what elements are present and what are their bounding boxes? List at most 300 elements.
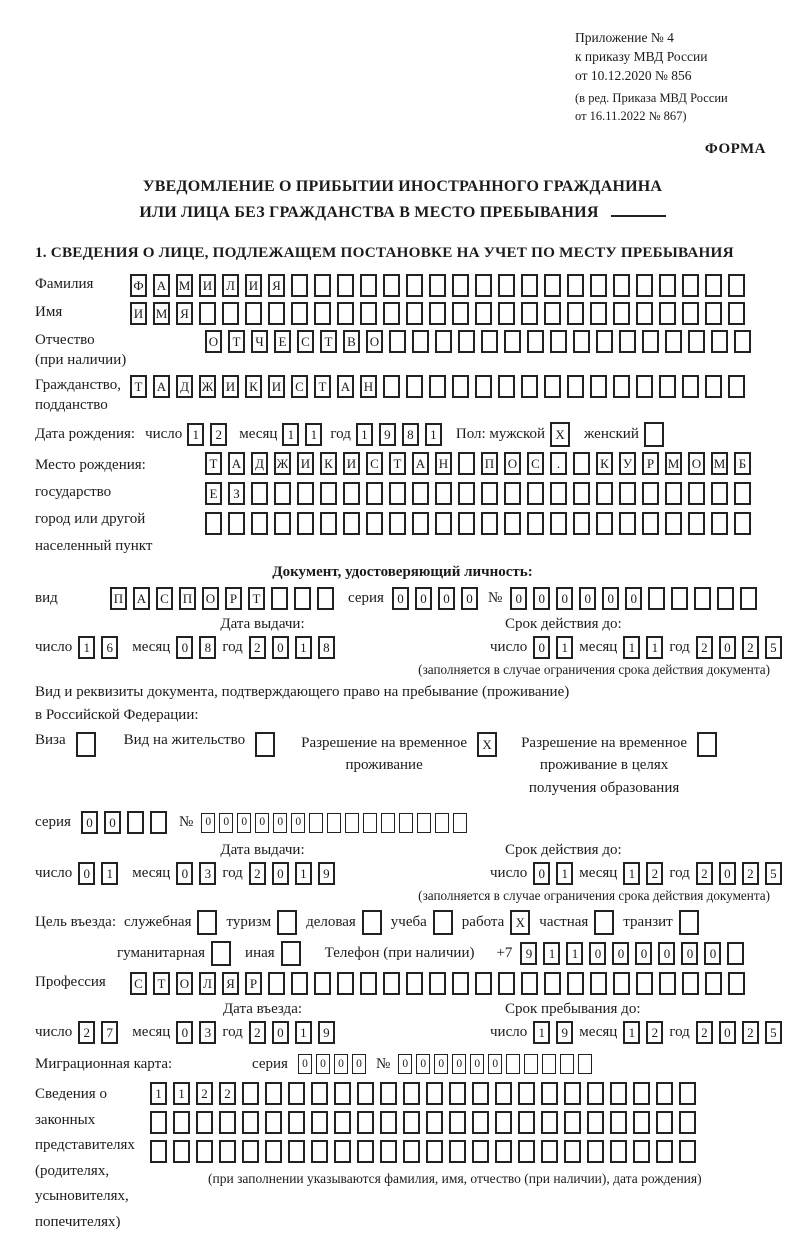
form-cell[interactable] (435, 330, 452, 353)
form-cell[interactable] (314, 274, 331, 297)
form-cell[interactable]: А (337, 375, 354, 398)
form-cell[interactable] (196, 1140, 213, 1163)
form-cell[interactable] (727, 942, 744, 965)
form-cell[interactable] (291, 972, 308, 995)
form-cell[interactable] (590, 375, 607, 398)
form-cell[interactable]: 0 (398, 1054, 412, 1074)
form-cell[interactable]: 0 (510, 587, 527, 610)
form-cell[interactable] (567, 274, 584, 297)
form-cell[interactable] (728, 375, 745, 398)
form-cell[interactable]: А (153, 274, 170, 297)
form-cell[interactable] (435, 813, 449, 833)
form-cell[interactable] (633, 1082, 650, 1105)
form-cell[interactable]: О (688, 452, 705, 475)
form-cell[interactable] (544, 972, 561, 995)
form-cell[interactable]: Т (248, 587, 265, 610)
form-cell[interactable]: О (366, 330, 383, 353)
form-cell[interactable] (265, 1082, 282, 1105)
form-cell[interactable]: 0 (589, 942, 606, 965)
form-cell[interactable] (564, 1082, 581, 1105)
form-cell[interactable] (504, 512, 521, 535)
form-cell[interactable] (150, 1111, 167, 1134)
form-cell[interactable]: 1 (556, 636, 573, 659)
form-cell[interactable] (642, 330, 659, 353)
form-cell[interactable]: 7 (101, 1021, 118, 1044)
form-cell[interactable] (452, 302, 469, 325)
form-cell[interactable] (610, 1140, 627, 1163)
form-cell[interactable] (337, 302, 354, 325)
form-cell[interactable] (596, 482, 613, 505)
form-cell[interactable]: 0 (452, 1054, 466, 1074)
form-cell[interactable] (659, 972, 676, 995)
form-cell[interactable] (449, 1082, 466, 1105)
form-cell[interactable]: 0 (681, 942, 698, 965)
form-cell[interactable] (380, 1140, 397, 1163)
form-cell[interactable] (659, 274, 676, 297)
form-cell[interactable] (682, 274, 699, 297)
form-cell[interactable]: X (550, 422, 570, 447)
form-cell[interactable] (412, 330, 429, 353)
form-cell[interactable] (199, 302, 216, 325)
form-cell[interactable]: 1 (425, 423, 442, 446)
form-cell[interactable] (495, 1111, 512, 1134)
form-cell[interactable] (711, 482, 728, 505)
form-cell[interactable]: Ф (130, 274, 147, 297)
form-cell[interactable]: 0 (556, 587, 573, 610)
form-cell[interactable] (426, 1140, 443, 1163)
form-cell[interactable] (636, 972, 653, 995)
form-cell[interactable] (429, 375, 446, 398)
form-cell[interactable] (389, 512, 406, 535)
form-cell[interactable]: О (205, 330, 222, 353)
form-cell[interactable]: В (343, 330, 360, 353)
form-cell[interactable] (357, 1082, 374, 1105)
form-cell[interactable] (412, 482, 429, 505)
form-cell[interactable] (573, 452, 590, 475)
form-cell[interactable]: Я (176, 302, 193, 325)
form-cell[interactable] (334, 1082, 351, 1105)
form-cell[interactable]: 0 (415, 587, 432, 610)
form-cell[interactable]: 2 (696, 862, 713, 885)
form-cell[interactable]: З (228, 482, 245, 505)
form-cell[interactable] (288, 1140, 305, 1163)
form-cell[interactable]: И (268, 375, 285, 398)
form-cell[interactable] (458, 482, 475, 505)
form-cell[interactable] (613, 274, 630, 297)
form-cell[interactable]: 0 (237, 813, 251, 833)
form-cell[interactable] (219, 1140, 236, 1163)
form-cell[interactable]: Д (251, 452, 268, 475)
form-cell[interactable] (728, 274, 745, 297)
form-cell[interactable] (682, 972, 699, 995)
form-cell[interactable]: Б (734, 452, 751, 475)
form-cell[interactable] (656, 1111, 673, 1134)
form-cell[interactable]: С (130, 972, 147, 995)
form-cell[interactable]: 0 (272, 1021, 289, 1044)
form-cell[interactable] (452, 375, 469, 398)
form-cell[interactable]: 9 (520, 942, 537, 965)
form-cell[interactable] (665, 512, 682, 535)
form-cell[interactable] (682, 302, 699, 325)
form-cell[interactable] (311, 1140, 328, 1163)
form-cell[interactable]: С (527, 452, 544, 475)
form-cell[interactable]: 0 (602, 587, 619, 610)
form-cell[interactable] (251, 512, 268, 535)
form-cell[interactable]: О (202, 587, 219, 610)
form-cell[interactable] (682, 375, 699, 398)
form-cell[interactable]: Е (274, 330, 291, 353)
form-cell[interactable]: 1 (187, 423, 204, 446)
form-cell[interactable] (636, 375, 653, 398)
form-cell[interactable]: 2 (249, 636, 266, 659)
form-cell[interactable] (265, 1140, 282, 1163)
form-cell[interactable]: 1 (356, 423, 373, 446)
form-cell[interactable]: М (711, 452, 728, 475)
form-cell[interactable]: Т (228, 330, 245, 353)
form-cell[interactable]: М (153, 302, 170, 325)
form-cell[interactable] (498, 274, 515, 297)
form-cell[interactable] (433, 910, 453, 935)
form-cell[interactable]: И (130, 302, 147, 325)
form-cell[interactable] (475, 302, 492, 325)
form-cell[interactable] (521, 302, 538, 325)
form-cell[interactable]: А (412, 452, 429, 475)
form-cell[interactable] (567, 302, 584, 325)
form-cell[interactable] (644, 422, 664, 447)
form-cell[interactable]: 2 (696, 636, 713, 659)
form-cell[interactable] (435, 482, 452, 505)
form-cell[interactable]: А (133, 587, 150, 610)
form-cell[interactable]: 8 (199, 636, 216, 659)
form-cell[interactable]: 5 (765, 636, 782, 659)
form-cell[interactable]: С (291, 375, 308, 398)
form-cell[interactable] (150, 811, 167, 834)
form-cell[interactable]: С (366, 452, 383, 475)
form-cell[interactable] (665, 482, 682, 505)
form-cell[interactable] (527, 330, 544, 353)
form-cell[interactable] (711, 512, 728, 535)
form-cell[interactable]: 2 (742, 1021, 759, 1044)
form-cell[interactable] (619, 330, 636, 353)
form-cell[interactable] (590, 302, 607, 325)
form-cell[interactable]: Д (176, 375, 193, 398)
form-cell[interactable] (383, 375, 400, 398)
form-cell[interactable]: Т (205, 452, 222, 475)
form-cell[interactable] (518, 1111, 535, 1134)
form-cell[interactable]: 0 (176, 1021, 193, 1044)
form-cell[interactable] (406, 302, 423, 325)
form-cell[interactable] (659, 375, 676, 398)
form-cell[interactable] (150, 1140, 167, 1163)
form-cell[interactable] (320, 482, 337, 505)
form-cell[interactable]: 6 (101, 636, 118, 659)
form-cell[interactable]: П (179, 587, 196, 610)
form-cell[interactable]: 0 (635, 942, 652, 965)
form-cell[interactable]: 0 (719, 636, 736, 659)
form-cell[interactable]: 0 (219, 813, 233, 833)
form-cell[interactable]: 9 (318, 1021, 335, 1044)
form-cell[interactable] (211, 941, 231, 966)
form-cell[interactable]: 1 (623, 636, 640, 659)
form-cell[interactable]: У (619, 452, 636, 475)
form-cell[interactable]: 0 (658, 942, 675, 965)
form-cell[interactable]: 1 (566, 942, 583, 965)
form-cell[interactable] (127, 811, 144, 834)
form-cell[interactable] (327, 813, 341, 833)
form-cell[interactable]: 2 (78, 1021, 95, 1044)
form-cell[interactable] (679, 1082, 696, 1105)
form-cell[interactable] (527, 512, 544, 535)
form-cell[interactable] (705, 972, 722, 995)
form-cell[interactable] (406, 972, 423, 995)
form-cell[interactable] (560, 1054, 574, 1074)
form-cell[interactable] (506, 1054, 520, 1074)
form-cell[interactable] (734, 512, 751, 535)
form-cell[interactable]: И (222, 375, 239, 398)
form-cell[interactable] (452, 274, 469, 297)
form-cell[interactable] (671, 587, 688, 610)
form-cell[interactable] (636, 302, 653, 325)
form-cell[interactable] (76, 732, 96, 757)
form-cell[interactable] (656, 1140, 673, 1163)
form-cell[interactable] (705, 274, 722, 297)
form-cell[interactable]: . (550, 452, 567, 475)
form-cell[interactable] (288, 1111, 305, 1134)
form-cell[interactable] (495, 1140, 512, 1163)
form-cell[interactable] (297, 482, 314, 505)
form-cell[interactable] (173, 1140, 190, 1163)
form-cell[interactable] (564, 1140, 581, 1163)
form-cell[interactable] (343, 482, 360, 505)
form-cell[interactable] (251, 482, 268, 505)
form-cell[interactable]: 0 (719, 862, 736, 885)
form-cell[interactable] (688, 330, 705, 353)
form-cell[interactable] (475, 274, 492, 297)
form-cell[interactable]: 1 (295, 1021, 312, 1044)
form-cell[interactable]: 2 (210, 423, 227, 446)
form-cell[interactable] (665, 330, 682, 353)
form-cell[interactable] (406, 375, 423, 398)
form-cell[interactable] (403, 1082, 420, 1105)
form-cell[interactable] (357, 1111, 374, 1134)
form-cell[interactable] (403, 1111, 420, 1134)
form-cell[interactable]: А (153, 375, 170, 398)
form-cell[interactable] (380, 1082, 397, 1105)
form-cell[interactable] (544, 302, 561, 325)
form-cell[interactable] (472, 1082, 489, 1105)
form-cell[interactable] (717, 587, 734, 610)
form-cell[interactable]: 0 (488, 1054, 502, 1074)
form-cell[interactable] (642, 482, 659, 505)
form-cell[interactable]: 0 (612, 942, 629, 965)
form-cell[interactable] (596, 512, 613, 535)
form-cell[interactable] (734, 482, 751, 505)
form-cell[interactable] (268, 972, 285, 995)
form-cell[interactable] (334, 1111, 351, 1134)
form-cell[interactable] (242, 1111, 259, 1134)
form-cell[interactable] (291, 274, 308, 297)
form-cell[interactable]: 1 (646, 636, 663, 659)
form-cell[interactable] (381, 813, 395, 833)
form-cell[interactable] (345, 813, 359, 833)
form-cell[interactable]: Я (268, 274, 285, 297)
form-cell[interactable]: 1 (543, 942, 560, 965)
form-cell[interactable] (242, 1082, 259, 1105)
form-cell[interactable] (504, 482, 521, 505)
form-cell[interactable]: Т (320, 330, 337, 353)
form-cell[interactable] (255, 732, 275, 757)
form-cell[interactable] (573, 482, 590, 505)
form-cell[interactable]: 0 (533, 587, 550, 610)
form-cell[interactable] (521, 375, 538, 398)
form-cell[interactable]: 1 (623, 862, 640, 885)
form-cell[interactable] (458, 330, 475, 353)
form-cell[interactable] (472, 1140, 489, 1163)
form-cell[interactable] (417, 813, 431, 833)
form-cell[interactable] (228, 512, 245, 535)
form-cell[interactable]: 2 (646, 1021, 663, 1044)
form-cell[interactable] (613, 972, 630, 995)
form-cell[interactable] (453, 813, 467, 833)
form-cell[interactable]: 2 (742, 636, 759, 659)
form-cell[interactable] (578, 1054, 592, 1074)
form-cell[interactable] (357, 1140, 374, 1163)
form-cell[interactable]: 2 (249, 862, 266, 885)
form-cell[interactable]: К (596, 452, 613, 475)
form-cell[interactable] (587, 1140, 604, 1163)
form-cell[interactable] (688, 512, 705, 535)
form-cell[interactable] (399, 813, 413, 833)
form-cell[interactable] (366, 512, 383, 535)
form-cell[interactable] (458, 452, 475, 475)
form-cell[interactable] (642, 512, 659, 535)
form-cell[interactable] (728, 972, 745, 995)
form-cell[interactable] (541, 1082, 558, 1105)
form-cell[interactable] (550, 512, 567, 535)
form-cell[interactable]: 9 (556, 1021, 573, 1044)
form-cell[interactable]: 8 (318, 636, 335, 659)
form-cell[interactable] (360, 274, 377, 297)
form-cell[interactable] (633, 1140, 650, 1163)
form-cell[interactable]: 3 (199, 862, 216, 885)
form-cell[interactable] (334, 1140, 351, 1163)
form-cell[interactable]: 0 (81, 811, 98, 834)
form-cell[interactable] (383, 972, 400, 995)
form-cell[interactable]: 9 (379, 423, 396, 446)
form-cell[interactable] (449, 1111, 466, 1134)
form-cell[interactable] (317, 587, 334, 610)
form-cell[interactable]: И (199, 274, 216, 297)
form-cell[interactable] (360, 302, 377, 325)
form-cell[interactable] (222, 302, 239, 325)
form-cell[interactable] (521, 972, 538, 995)
form-cell[interactable]: 0 (104, 811, 121, 834)
form-cell[interactable]: Т (130, 375, 147, 398)
form-cell[interactable]: 2 (196, 1082, 213, 1105)
form-cell[interactable]: 0 (78, 862, 95, 885)
form-cell[interactable]: П (481, 452, 498, 475)
form-cell[interactable]: 5 (765, 862, 782, 885)
form-cell[interactable]: 0 (316, 1054, 330, 1074)
form-cell[interactable] (242, 1140, 259, 1163)
form-cell[interactable]: 0 (461, 587, 478, 610)
form-cell[interactable]: С (297, 330, 314, 353)
form-cell[interactable]: 0 (298, 1054, 312, 1074)
form-cell[interactable]: Ж (274, 452, 291, 475)
form-cell[interactable]: Р (245, 972, 262, 995)
form-cell[interactable]: И (343, 452, 360, 475)
form-cell[interactable] (271, 587, 288, 610)
form-cell[interactable]: 0 (334, 1054, 348, 1074)
form-cell[interactable]: 3 (199, 1021, 216, 1044)
form-cell[interactable]: 0 (273, 813, 287, 833)
form-cell[interactable] (495, 1082, 512, 1105)
form-cell[interactable] (518, 1140, 535, 1163)
form-cell[interactable]: Ж (199, 375, 216, 398)
form-cell[interactable]: М (176, 274, 193, 297)
form-cell[interactable]: А (228, 452, 245, 475)
form-cell[interactable] (694, 587, 711, 610)
form-cell[interactable]: Р (225, 587, 242, 610)
form-cell[interactable] (587, 1111, 604, 1134)
form-cell[interactable] (481, 482, 498, 505)
form-cell[interactable]: 0 (533, 636, 550, 659)
form-cell[interactable] (311, 1082, 328, 1105)
form-cell[interactable] (596, 330, 613, 353)
form-cell[interactable]: 1 (150, 1082, 167, 1105)
form-cell[interactable] (219, 1111, 236, 1134)
form-cell[interactable] (314, 302, 331, 325)
form-cell[interactable]: 5 (765, 1021, 782, 1044)
form-cell[interactable]: 0 (533, 862, 550, 885)
form-cell[interactable]: Р (642, 452, 659, 475)
form-cell[interactable] (481, 330, 498, 353)
form-cell[interactable]: Л (199, 972, 216, 995)
form-cell[interactable] (679, 1111, 696, 1134)
form-cell[interactable] (197, 910, 217, 935)
form-cell[interactable] (406, 274, 423, 297)
form-cell[interactable] (429, 274, 446, 297)
form-cell[interactable] (613, 302, 630, 325)
form-cell[interactable] (475, 972, 492, 995)
form-cell[interactable] (314, 972, 331, 995)
form-cell[interactable]: К (245, 375, 262, 398)
form-cell[interactable] (498, 302, 515, 325)
form-cell[interactable] (728, 302, 745, 325)
form-cell[interactable]: Е (205, 482, 222, 505)
form-cell[interactable] (274, 482, 291, 505)
form-cell[interactable] (294, 587, 311, 610)
form-cell[interactable] (452, 972, 469, 995)
form-cell[interactable] (429, 972, 446, 995)
form-cell[interactable]: 8 (402, 423, 419, 446)
form-cell[interactable] (320, 512, 337, 535)
form-cell[interactable] (403, 1140, 420, 1163)
form-cell[interactable] (435, 512, 452, 535)
form-cell[interactable] (740, 587, 757, 610)
form-cell[interactable]: 0 (719, 1021, 736, 1044)
form-cell[interactable] (542, 1054, 556, 1074)
form-cell[interactable] (173, 1111, 190, 1134)
form-cell[interactable]: П (110, 587, 127, 610)
form-cell[interactable] (281, 941, 301, 966)
form-cell[interactable]: 1 (101, 862, 118, 885)
form-cell[interactable] (521, 274, 538, 297)
form-cell[interactable] (518, 1082, 535, 1105)
form-cell[interactable] (705, 302, 722, 325)
form-cell[interactable] (619, 512, 636, 535)
form-cell[interactable] (343, 512, 360, 535)
